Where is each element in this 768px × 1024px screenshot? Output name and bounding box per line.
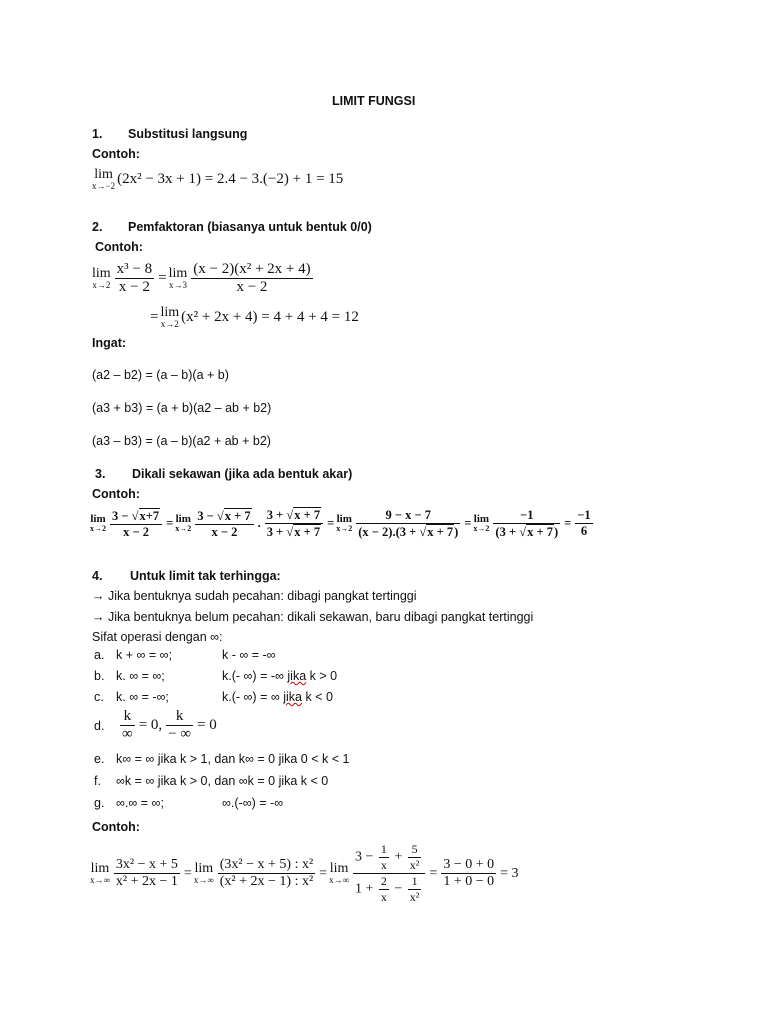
property-a	[94, 648, 276, 662]
equals-sign: =	[564, 516, 572, 530]
fraction-denominator: ∞	[122, 726, 133, 742]
fraction-denominator: x	[380, 858, 387, 872]
fraction-numerator: k	[120, 708, 135, 726]
lim-subscript: x→∞	[90, 875, 110, 885]
lim-word: lim	[194, 861, 214, 876]
fraction-numerator: 3x² − x + 5	[115, 857, 178, 872]
ingat-label: Ingat:	[92, 336, 127, 350]
lim-subscript: x→2	[175, 524, 192, 533]
property-text: ∞k = ∞ jika k > 0, dan ∞k = 0 jika k < 0	[116, 774, 329, 788]
fraction-numerator: 3 −	[112, 508, 132, 523]
formula-mid: = 0,	[138, 717, 163, 733]
item-label: c.	[94, 690, 104, 704]
equals-sign: =	[183, 865, 192, 881]
fraction-numerator: k	[166, 708, 193, 726]
property-right-cond: k > 0	[306, 669, 338, 683]
fraction-numerator: 2	[380, 874, 387, 888]
section-2-heading: Pemfaktoran (biasanya untuk bentuk 0/0)	[128, 220, 372, 234]
radicand: x + 7	[294, 525, 321, 539]
fraction-denominator: x − 2	[236, 279, 268, 295]
fraction-numerator: 5	[408, 842, 422, 858]
formula-expression: (2x² − 3x + 1) = 2.4 − 3.(−2) + 1 = 15	[117, 171, 344, 187]
property-left: ∞.∞ = ∞;	[116, 796, 164, 810]
property-c	[94, 690, 333, 704]
equals-sign: =	[166, 516, 174, 530]
fraction-numerator: 3 +	[266, 508, 287, 522]
fraction-numerator: 9 − x − 7	[356, 508, 460, 524]
lim-subscript: x→2	[92, 280, 111, 290]
lim-word: lim	[168, 266, 188, 281]
fraction-numerator: x³ − 8	[116, 261, 153, 277]
lim-word: lim	[175, 513, 191, 525]
identity-2: (a3 + b3) = (a + b)(a2 – ab + b2)	[92, 401, 272, 415]
item-label: a.	[94, 648, 105, 662]
formula-expression: (x² + 2x + 4) = 4 + 4 + 4 = 12	[181, 309, 359, 325]
radicand: x + 7	[427, 524, 454, 539]
item-label: g.	[94, 796, 105, 810]
fraction-numerator: −1	[493, 508, 560, 524]
item-label: f.	[94, 774, 101, 788]
lim-subscript: x→3	[168, 280, 187, 290]
section-4-number: 4.	[92, 569, 103, 583]
section-3-heading: Dikali sekawan (jika ada bentuk akar)	[132, 467, 353, 481]
equals-sign: =	[429, 865, 438, 881]
sifat-heading: Sifat operasi dengan ∞:	[92, 630, 223, 644]
section-1-heading: Substitusi langsung	[128, 127, 248, 141]
property-e	[94, 752, 349, 766]
fraction-numerator: 1	[408, 874, 422, 890]
fraction-denominator: x² + 2x − 1	[115, 874, 178, 889]
radicand: x + 7	[294, 508, 321, 522]
fraction-denominator: x − 2	[118, 279, 150, 295]
property-right: k.(- ∞) = -∞	[222, 669, 288, 683]
lim-word: lim	[336, 513, 352, 525]
section-2-formula-line2	[150, 306, 359, 329]
section-2-number: 2.	[92, 220, 103, 234]
equals-sign: =	[158, 270, 167, 286]
fraction-denominator: x − 2	[211, 524, 238, 539]
item-label: d.	[94, 718, 105, 733]
section-4-formula	[90, 842, 519, 905]
lim-subscript: x→2	[160, 319, 179, 329]
property-left: k. ∞ = -∞;	[116, 690, 169, 704]
arrow-note-1: → Jika bentuknya sudah pecahan: dibagi pangkat tertinggi	[92, 589, 417, 603]
fraction-denominator: 1 + 0 − 0	[443, 874, 495, 889]
fraction-numerator: −1	[577, 508, 591, 522]
fraction-denominator: x	[380, 890, 387, 904]
property-right-cond: k < 0	[302, 690, 333, 704]
fraction-numerator: (3x² − x + 5) : x²	[219, 857, 314, 872]
property-right-jika: jika	[287, 669, 307, 683]
dot-operator: .	[257, 516, 261, 530]
section-3-contoh: Contoh:	[92, 487, 140, 501]
property-b	[94, 669, 337, 683]
lim-subscript: x→∞	[329, 875, 349, 885]
section-1-contoh: Contoh:	[92, 147, 140, 161]
operator: −	[394, 881, 403, 897]
fraction-numerator: 3 −	[197, 508, 217, 523]
lim-word: lim	[473, 513, 490, 525]
fraction-denominator: x²	[409, 890, 420, 904]
property-right: ∞.(-∞) = -∞	[222, 796, 284, 810]
lim-subscript: x→∞	[193, 875, 214, 885]
radicand: x+7	[139, 508, 160, 523]
fraction-numerator: 3 − 0 + 0	[443, 857, 495, 872]
property-d-formula	[118, 708, 217, 743]
term: 1 +	[354, 881, 374, 897]
lim-subscript: x→2	[90, 524, 106, 533]
compound-fraction	[353, 842, 425, 905]
section-2-contoh: Contoh:	[95, 240, 143, 254]
lim-word: lim	[329, 861, 349, 876]
property-f	[94, 774, 328, 788]
arrow-note-2: → Jika bentuknya belum pecahan: dikali sekawan, baru dibagi pangkat tertinggi	[92, 610, 534, 624]
section-3-number: 3.	[95, 467, 106, 481]
paren-close: )	[553, 524, 559, 539]
fraction-numerator: (x − 2)(x² + 2x + 4)	[193, 261, 311, 277]
operator: +	[394, 849, 403, 865]
equals-sign: =	[319, 865, 328, 881]
page-title: LIMIT FUNGSI	[332, 94, 416, 108]
fraction-denominator: − ∞	[168, 726, 192, 742]
section-1-formula	[92, 168, 343, 191]
formula-end: = 0	[197, 717, 217, 733]
fraction-denominator: (3 +	[495, 524, 520, 539]
property-right: k.(- ∞) = ∞	[222, 690, 284, 704]
section-3-formula: lim x→2 $\frac{3 - √x+7}{x - 2}$ = lim x→2 $\frac{3 - √x + 7}{x - 2}$ . $\frac{3 + √x + 7}{3 + √x + 7}$ = lim x→2 $\frac{9 - x - 7}{(x - 2).(3 + √x + 7)}$ = lim x→2 $\frac{-1}{(3 + √x + 7)}$ = $\frac{-1}{6}$	[90, 507, 591, 539]
lim-word: lim	[90, 513, 106, 525]
radicand: x + 7	[224, 508, 251, 523]
property-d	[94, 708, 217, 743]
equals-sign: =	[464, 516, 472, 530]
property-text: k∞ = ∞ jika k > 1, dan k∞ = 0 jika 0 < k < 1	[116, 752, 350, 766]
fraction-denominator: (x² + 2x − 1) : x²	[219, 874, 314, 889]
section-1-number: 1.	[92, 127, 103, 141]
equals-sign: =	[327, 516, 335, 530]
fraction-denominator: (x − 2).(3 +	[358, 524, 420, 539]
property-left: k + ∞ = ∞;	[116, 648, 173, 662]
lim-subscript: x→−2	[92, 181, 116, 191]
equals-sign: =	[150, 309, 159, 325]
section-4-contoh: Contoh:	[92, 820, 140, 834]
fraction-numerator: 1	[380, 842, 387, 856]
lim-subscript: x→2	[473, 524, 490, 533]
lim-word: lim	[94, 167, 113, 182]
item-label: e.	[94, 752, 105, 766]
section-4-heading: Untuk limit tak terhingga:	[130, 569, 281, 583]
property-right: k - ∞ = -∞	[222, 648, 276, 662]
identity-1: (a2 – b2) = (a – b)(a + b)	[92, 368, 229, 382]
term: 3 −	[354, 849, 374, 865]
result: = 3	[500, 865, 519, 881]
fraction-denominator: 3 +	[266, 525, 287, 539]
fraction-denominator: 6	[580, 524, 588, 538]
section-2-formula-line1	[92, 261, 315, 296]
fraction-denominator: x − 2	[123, 524, 149, 539]
radicand: x + 7	[527, 524, 553, 539]
fraction-denominator: x²	[409, 858, 420, 872]
lim-word: lim	[92, 266, 111, 281]
lim-word: lim	[90, 861, 110, 876]
property-right-jika: jika	[283, 690, 302, 704]
lim-subscript: x→2	[336, 524, 353, 533]
property-g	[94, 796, 283, 810]
identity-3: (a3 – b3) = (a – b)(a2 + ab + b2)	[92, 434, 271, 448]
item-label: b.	[94, 669, 105, 683]
property-left: k. ∞ = ∞;	[116, 669, 165, 683]
lim-word: lim	[160, 305, 180, 320]
paren-close: )	[454, 524, 459, 539]
